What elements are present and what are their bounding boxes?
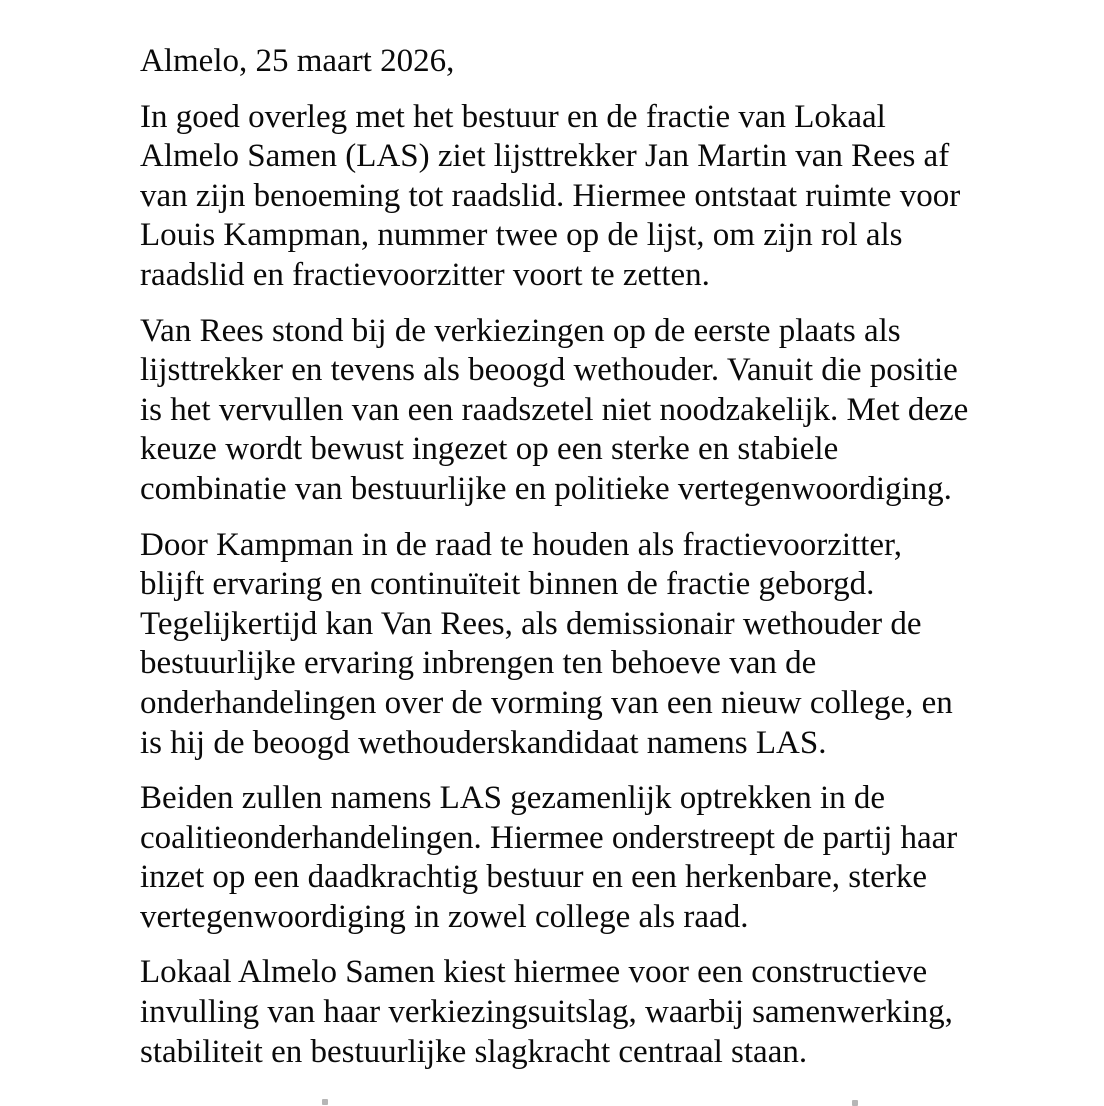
text-line: inzet op een daadkrachtig bestuur en een herkenbare, sterke: [140, 859, 928, 896]
paragraph: [140, 953, 1070, 1072]
text-line: is het vervullen van een raadszetel niet noodzakelijk. Met deze: [140, 391, 969, 428]
text-line: In goed overleg met het bestuur en de fractie van Lokaal: [140, 98, 886, 135]
paragraph: [140, 779, 1070, 937]
text-line: Almelo Samen (LAS) ziet lijsttrekker Jan Martin van Rees af: [140, 138, 950, 175]
text-line: is hij de beoogd wethouderskandidaat namens LAS.: [140, 724, 827, 761]
clipped-next-line-remnant: [852, 1100, 858, 1106]
document-body: [140, 42, 1070, 1088]
text-line: coalitieonderhandelingen. Hiermee onderstreept de partij haar: [140, 819, 958, 856]
text-line: Lokaal Almelo Samen kiest hiermee voor een constructieve: [140, 954, 928, 991]
text-line: combinatie van bestuurlijke en politieke vertegenwoordiging.: [140, 470, 952, 507]
clipped-next-line-remnant: [322, 1099, 328, 1105]
paragraphs-container: [140, 98, 1070, 1073]
text-line: Van Rees stond bij de verkiezingen op de eerste plaats als: [140, 312, 901, 349]
text-line: bestuurlijke ervaring inbrengen ten behoeve van de: [140, 645, 817, 682]
text-line: van zijn benoeming tot raadslid. Hiermee ontstaat ruimte voor: [140, 177, 961, 214]
text-line: keuze wordt bewust ingezet op een sterke en stabiele: [140, 431, 839, 468]
text-line: onderhandelingen over de vorming van een nieuw college, en: [140, 684, 953, 721]
date-line: Almelo, 25 maart 2026,: [140, 43, 455, 79]
text-line: Beiden zullen namens LAS gezamenlijk optrekken in de: [140, 780, 886, 817]
paragraph: [140, 98, 1070, 296]
text-line: Louis Kampman, nummer twee op de lijst, om zijn rol als: [140, 217, 903, 254]
text-line: raadslid en fractievoorzitter voort te zetten.: [140, 256, 710, 293]
paragraph: [140, 312, 1070, 510]
text-line: lijsttrekker en tevens als beoogd wethouder. Vanuit die positie: [140, 352, 958, 389]
text-line: invulling van haar verkiezingsuitslag, waarbij samenwerking,: [140, 994, 953, 1031]
text-line: Door Kampman in de raad te houden als fractievoorzitter,: [140, 526, 902, 563]
text-line: vertegenwoordiging in zowel college als raad.: [140, 898, 749, 935]
text-line: blijft ervaring en continuïteit binnen de fractie geborgd.: [140, 566, 875, 603]
text-line: Tegelijkertijd kan Van Rees, als demissionair wethouder de: [140, 605, 922, 642]
paragraph: [140, 526, 1070, 764]
text-line: stabiliteit en bestuurlijke slagkracht centraal staan.: [140, 1033, 808, 1070]
